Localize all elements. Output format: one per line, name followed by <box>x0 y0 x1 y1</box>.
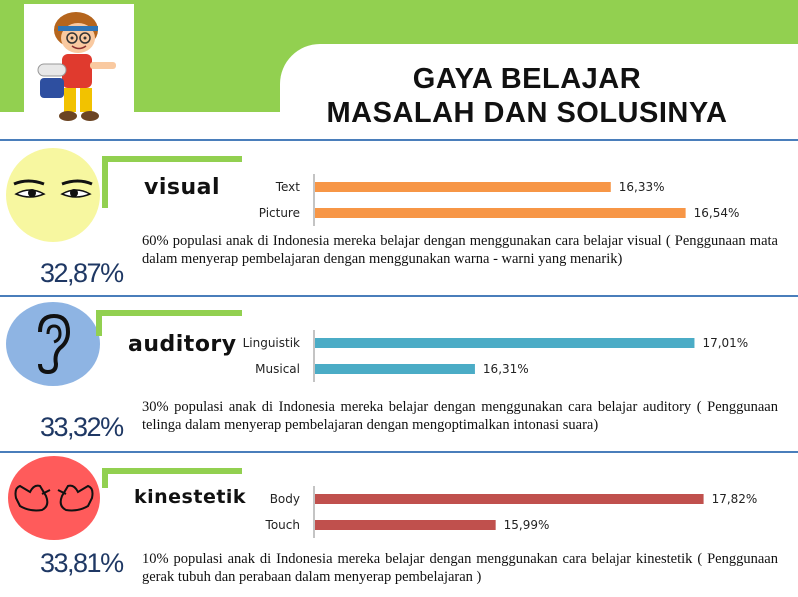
auditory-chart <box>240 328 780 384</box>
kinestetik-tab-accent <box>102 468 108 488</box>
divider-line <box>0 451 798 453</box>
chart-category-label: Touch <box>265 518 300 532</box>
chart-category-label: Musical <box>255 362 300 376</box>
visual-percentage: 32,87% <box>40 258 123 288</box>
title-line-2: MASALAH DAN SOLUSINYA <box>326 97 728 129</box>
chart-category-label: Body <box>269 492 300 506</box>
kinestetik-chart <box>240 484 780 540</box>
chart-bar-body <box>315 494 704 504</box>
visual-tab-accent <box>102 156 108 208</box>
chart-value-label: 16,31% <box>482 362 529 376</box>
chart-bar-musical <box>315 364 475 374</box>
chart-category-label: Picture <box>258 206 300 220</box>
chart-value-label: 16,54% <box>693 206 740 220</box>
visual-label: visual <box>144 175 221 200</box>
eyes-icon <box>10 178 96 204</box>
chart-category-label: Linguistik <box>242 336 300 350</box>
auditory-label: auditory <box>128 332 237 357</box>
chart-bar-linguistik <box>315 338 694 348</box>
visual-tab-accent <box>102 156 242 162</box>
visual-description: 60% populasi anak di Indonesia mereka belajar dengan menggunakan cara belajar visual ( Penggunaan mata dalam menyerap pembelajaran dengan menggunakan warna - warni yang menarik) <box>142 233 778 267</box>
chart-value-label: 15,99% <box>503 518 550 532</box>
auditory-tab-accent <box>96 310 242 316</box>
chart-bar-touch <box>315 520 496 530</box>
kinestetik-description: 10% populasi anak di Indonesia mereka belajar dengan menggunakan cara belajar kinestetik ( Penggunaan gerak tubuh dan perabaan dalam menyerap pembelajaran ) <box>142 551 778 585</box>
chart-category-label: Text <box>275 180 300 194</box>
kinestetik-label: kinestetik <box>134 486 247 508</box>
chart-value-label: 17,82% <box>711 492 758 506</box>
chart-value-label: 16,33% <box>618 180 665 194</box>
divider-line <box>0 139 798 141</box>
visual-chart <box>240 172 780 228</box>
chart-bar-picture <box>315 208 686 218</box>
divider-line <box>0 295 798 297</box>
hands-icon <box>12 478 96 514</box>
auditory-description: 30% populasi anak di Indonesia mereka belajar dengan menggunakan cara belajar auditory ( Penggunaan telinga dalam menyerap pembelajaran dengan mengoptimalkan intonasi suara) <box>142 399 778 433</box>
student-mascot-illustration <box>24 4 134 134</box>
chart-value-label: 17,01% <box>702 336 749 350</box>
auditory-percentage: 33,32% <box>40 412 123 442</box>
chart-bar-text <box>315 182 611 192</box>
kinestetik-percentage: 33,81% <box>40 548 123 578</box>
title-line-1: GAYA BELAJAR <box>412 63 642 95</box>
kinestetik-tab-accent <box>102 468 242 474</box>
auditory-tab-accent <box>96 310 102 336</box>
page-title <box>292 62 762 130</box>
ear-icon <box>30 312 74 376</box>
